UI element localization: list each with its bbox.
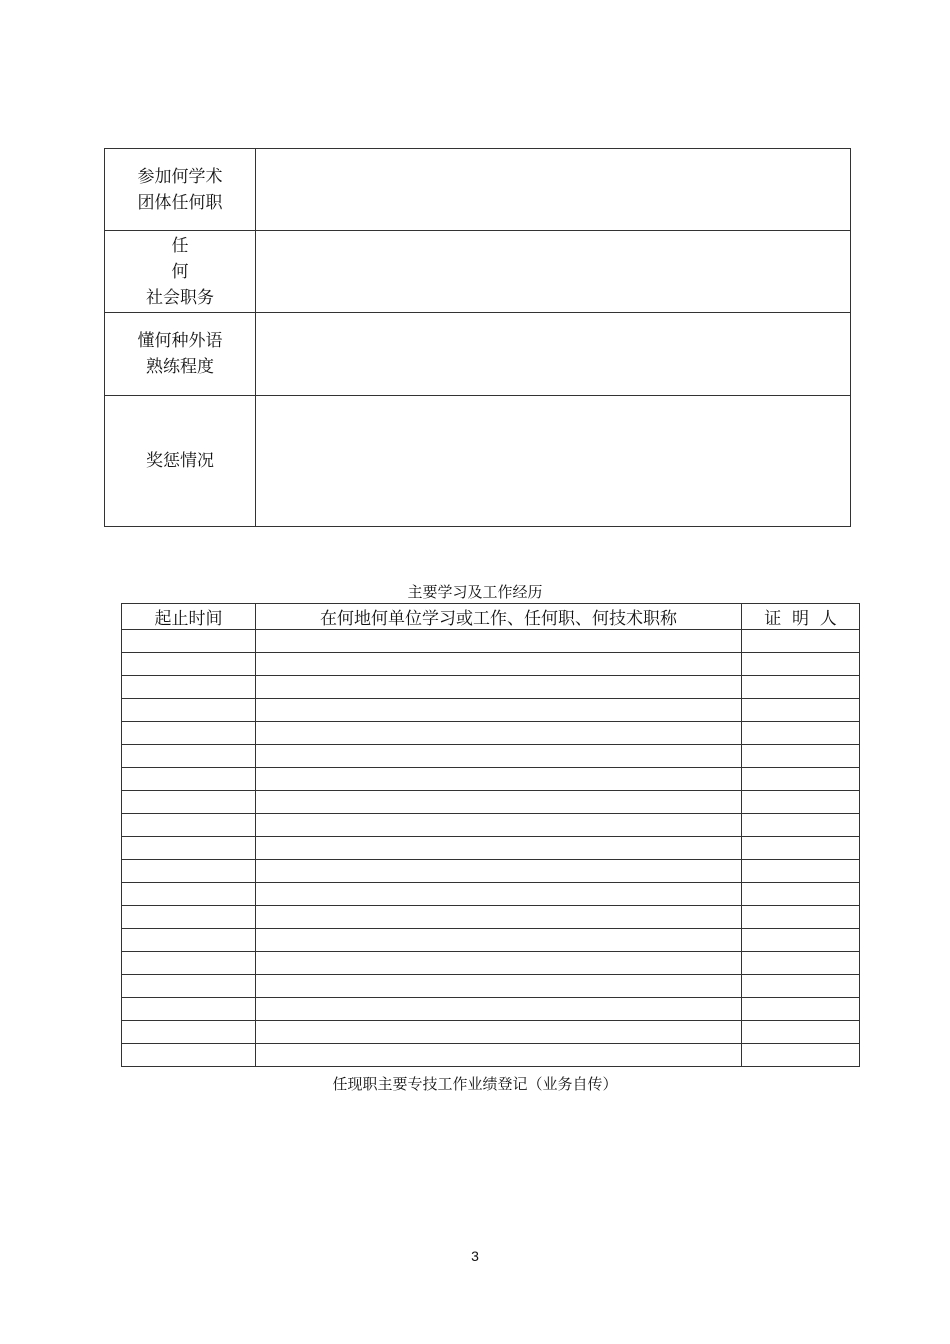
history-body (122, 630, 860, 1067)
table-row (122, 768, 860, 791)
witness-cell[interactable] (742, 791, 860, 814)
details-cell[interactable] (256, 906, 742, 929)
table-row (122, 653, 860, 676)
history-table (121, 603, 860, 1067)
details-cell[interactable] (256, 630, 742, 653)
table-row (122, 630, 860, 653)
witness-cell[interactable] (742, 745, 860, 768)
period-cell[interactable] (122, 883, 256, 906)
academic-groups-value-cell[interactable] (256, 149, 851, 231)
period-cell[interactable] (122, 1044, 256, 1067)
social-positions-label: 任 何 社会职务 (105, 231, 256, 313)
rewards-row (105, 396, 851, 527)
foreign-language-label: 懂何种外语 熟练程度 (105, 313, 256, 396)
details-cell[interactable] (256, 722, 742, 745)
period-cell[interactable] (122, 906, 256, 929)
rewards-label: 奖惩情况 (105, 396, 256, 527)
period-cell[interactable] (122, 791, 256, 814)
details-cell[interactable] (256, 975, 742, 998)
table-row (122, 837, 860, 860)
witness-cell[interactable] (742, 860, 860, 883)
period-cell[interactable] (122, 676, 256, 699)
table-row (122, 814, 860, 837)
table-row (122, 1021, 860, 1044)
page-number: 3 (471, 1248, 479, 1264)
witness-cell[interactable] (742, 883, 860, 906)
details-cell[interactable] (256, 745, 742, 768)
period-cell[interactable] (122, 837, 256, 860)
witness-cell[interactable] (742, 929, 860, 952)
witness-cell[interactable] (742, 768, 860, 791)
table-row (122, 676, 860, 699)
foreign-language-row (105, 313, 851, 396)
social-positions-value-cell[interactable] (256, 231, 851, 313)
witness-cell[interactable] (742, 814, 860, 837)
column-header-witness: 证 明 人 (742, 604, 860, 630)
period-cell[interactable] (122, 653, 256, 676)
column-header-details: 在何地何单位学习或工作、任何职、何技术职称 (256, 604, 742, 630)
academic-groups-label: 参加何学术 团体任何职 (105, 149, 256, 231)
witness-cell[interactable] (742, 998, 860, 1021)
column-header-period: 起止时间 (122, 604, 256, 630)
table-row (122, 952, 860, 975)
witness-cell[interactable] (742, 676, 860, 699)
details-cell[interactable] (256, 1044, 742, 1067)
table-row (122, 883, 860, 906)
table-row (122, 906, 860, 929)
details-cell[interactable] (256, 860, 742, 883)
table-row (122, 722, 860, 745)
details-cell[interactable] (256, 814, 742, 837)
history-caption: 主要学习及工作经历 (407, 583, 543, 601)
details-cell[interactable] (256, 883, 742, 906)
details-cell[interactable] (256, 998, 742, 1021)
achievements-caption: 任现职主要专技工作业绩登记（业务自传） (332, 1075, 618, 1093)
period-cell[interactable] (122, 814, 256, 837)
table-row (122, 745, 860, 768)
details-cell[interactable] (256, 837, 742, 860)
witness-cell[interactable] (742, 837, 860, 860)
rewards-value-cell[interactable] (256, 396, 851, 527)
witness-cell[interactable] (742, 906, 860, 929)
table-row (122, 699, 860, 722)
period-cell[interactable] (122, 768, 256, 791)
period-cell[interactable] (122, 975, 256, 998)
details-cell[interactable] (256, 791, 742, 814)
witness-cell[interactable] (742, 653, 860, 676)
witness-cell[interactable] (742, 630, 860, 653)
table-row (122, 791, 860, 814)
history-header-row (122, 604, 860, 630)
foreign-language-value-cell[interactable] (256, 313, 851, 396)
details-cell[interactable] (256, 699, 742, 722)
details-cell[interactable] (256, 676, 742, 699)
table-row (122, 860, 860, 883)
witness-cell[interactable] (742, 699, 860, 722)
table-row (122, 998, 860, 1021)
details-cell[interactable] (256, 653, 742, 676)
period-cell[interactable] (122, 722, 256, 745)
witness-cell[interactable] (742, 722, 860, 745)
witness-cell[interactable] (742, 1044, 860, 1067)
academic-groups-row (105, 149, 851, 231)
details-cell[interactable] (256, 1021, 742, 1044)
period-cell[interactable] (122, 998, 256, 1021)
period-cell[interactable] (122, 745, 256, 768)
witness-cell[interactable] (742, 1021, 860, 1044)
personal-info-table (104, 148, 851, 527)
period-cell[interactable] (122, 1021, 256, 1044)
period-cell[interactable] (122, 699, 256, 722)
witness-cell[interactable] (742, 975, 860, 998)
period-cell[interactable] (122, 952, 256, 975)
table-row (122, 929, 860, 952)
social-positions-row (105, 231, 851, 313)
period-cell[interactable] (122, 860, 256, 883)
details-cell[interactable] (256, 768, 742, 791)
table-row (122, 975, 860, 998)
table-row (122, 1044, 860, 1067)
period-cell[interactable] (122, 929, 256, 952)
period-cell[interactable] (122, 630, 256, 653)
details-cell[interactable] (256, 929, 742, 952)
details-cell[interactable] (256, 952, 742, 975)
witness-cell[interactable] (742, 952, 860, 975)
